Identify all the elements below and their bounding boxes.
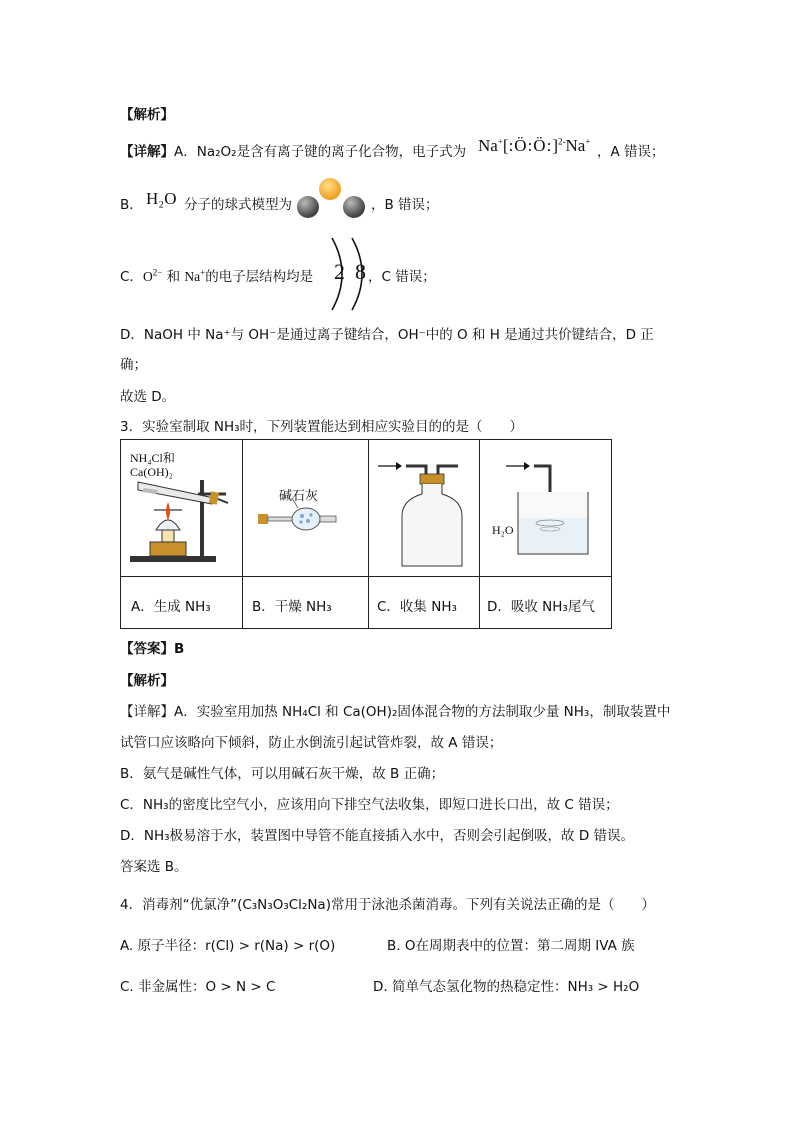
q2-c-prefix: C． xyxy=(120,269,143,285)
water-ball-model-icon xyxy=(294,176,370,226)
q3-detail-line3: B．氨气是碱性气体，可以用碱石灰干燥，故 B 正确； xyxy=(120,766,445,782)
q2-option-a-line xyxy=(120,140,466,160)
na2o2-electron-formula: Na+[:Ö:Ö:]$^{2-}$Na+ xyxy=(478,136,591,155)
q3-answer: 【答案】B xyxy=(120,641,185,657)
q4-option-a: A. 原子半径：r(Cl) > r(Na) > r(O) xyxy=(120,938,336,954)
q3-detail-line4: C．NH₃的密度比空气小，应该用向下排空气法收集，即短口进长口出，故 C 错误； xyxy=(120,797,619,813)
d-water-label: H₂O xyxy=(492,523,514,537)
q2-d-line1: D．NaOH 中 Na⁺与 OH⁻是通过离子键结合，OH⁻中的 O 和 H 是通过共价键结合，D 正 xyxy=(120,327,654,343)
q3-detail-line1: 【详解】A．实验室用加热 NH₄Cl 和 Ca(OH)₂固体混合物的方法制取少量 NH₃，制取装置中 xyxy=(120,704,671,720)
caption-c: C．收集 NH₃ xyxy=(377,599,457,615)
q2-conclusion: 故选 D。 xyxy=(120,389,176,405)
caption-b: B．干燥 NH₃ xyxy=(252,599,332,615)
shell-2-count: 8 xyxy=(355,259,366,284)
q4-option-c: C. 非金属性：O > N > C xyxy=(120,979,276,995)
q2-a-text: 是含有离子键的离子化合物，电子式为 xyxy=(236,144,467,160)
q4-stem: 4．消毒剂“优氯净”(C₃N₃O₃Cl₂Na)常用于泳池杀菌消毒。下列有关说法正确的是（ ） xyxy=(120,897,655,913)
q2-detail-label: 【详解】 xyxy=(120,144,174,160)
shell-1-count: 2 xyxy=(334,259,345,284)
q2-b-text: 分子的球式模型为 xyxy=(184,197,292,213)
q3-conclusion: 答案选 B。 xyxy=(120,859,188,875)
q3-analysis-label: 【解析】 xyxy=(120,673,174,689)
caption-a: A．生成 NH₃ xyxy=(131,599,211,615)
b-desiccant-label: 碱石灰 xyxy=(279,489,319,504)
q2-b-formula: H₂O xyxy=(146,189,177,208)
q3-detail-line5: D．NH₃极易溶于水，装置图中导管不能直接插入水中，否则会引起倒吸，故 D 错误。 xyxy=(120,828,635,844)
q2-c-and: 和 xyxy=(166,269,181,285)
a-reagent-line1: NH₄Cl和 xyxy=(130,451,175,465)
q2-c-line: C．$O^{2-}$ 和 Na+的电子层结构均是 xyxy=(120,267,314,285)
gas-collection-bottle-icon xyxy=(374,444,474,574)
q2-c-suffix: ，C 错误； xyxy=(368,269,436,285)
q2-a-prefix: A． xyxy=(174,144,197,160)
es-charge: 2- xyxy=(557,136,566,147)
caption-d: D．吸收 NH₃尾气 xyxy=(487,599,595,615)
es-na1: Na xyxy=(478,136,498,155)
heating-apparatus-icon xyxy=(126,470,236,570)
q2-c-text: 的电子层结构均是 xyxy=(205,269,314,285)
q2-a-formula: Na₂O₂ xyxy=(196,144,237,160)
q2-b-suffix: ，B 错误； xyxy=(371,197,439,213)
drying-tube-icon xyxy=(256,502,356,542)
q4-option-b: B. O在周期表中的位置：第二周期 IVA 族 xyxy=(387,938,635,954)
q2-d-line2: 确； xyxy=(120,357,147,373)
q2-b-prefix: B． xyxy=(120,197,143,213)
q3-stem: 3．实验室制取 NH₃时，下列装置能达到相应实验目的的是（ ） xyxy=(120,419,524,435)
es-na2: Na xyxy=(565,136,586,155)
q4-option-d: D. 简单气态氢化物的热稳定性：NH₃ > H₂O xyxy=(373,979,640,995)
q2-analysis-label: 【解析】 xyxy=(120,107,174,123)
q3-detail-line2: 试管口应该略向下倾斜，防止水倒流引起试管炸裂，故 A 错误； xyxy=(120,735,503,751)
q2-a-suffix: ，A 错误； xyxy=(597,144,665,160)
a-reagent-line2: Ca(OH)₂ xyxy=(130,465,173,479)
beaker-absorption-icon xyxy=(488,444,598,574)
